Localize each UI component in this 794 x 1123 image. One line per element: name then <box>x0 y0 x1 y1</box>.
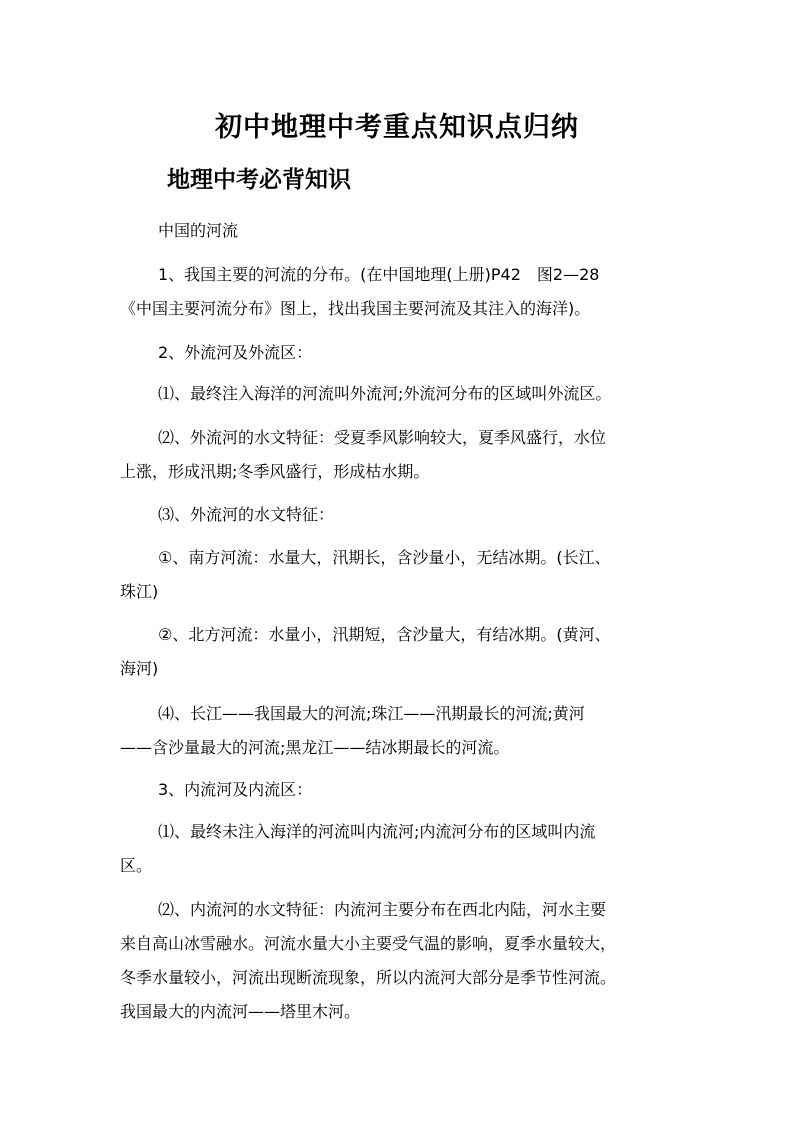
paragraph-line: 区。 <box>120 856 153 875</box>
document-title: 初中地理中考重点知识点归纳 <box>215 112 579 143</box>
paragraph <box>120 773 680 807</box>
paragraph <box>120 498 680 532</box>
paragraph-line: 我国最大的内流河——塔里木河。 <box>120 1002 361 1021</box>
paragraph-line: ②、北方河流：水量小，汛期短，含沙量大，有结冰期。(黄河、 <box>158 625 611 644</box>
paragraph <box>120 421 680 489</box>
paragraph <box>120 377 680 411</box>
paragraph <box>120 336 680 370</box>
paragraph <box>120 697 680 765</box>
paragraph <box>120 214 680 248</box>
paragraph-line: 上涨，形成汛期;冬季风盛行，形成枯水期。 <box>120 462 430 481</box>
paragraph-line: ①、南方河流：水量大，汛期长，含沙量小，无结冰期。(长江、 <box>158 548 611 567</box>
paragraph-line: 珠江) <box>120 582 159 601</box>
paragraph <box>120 541 680 609</box>
paragraph <box>120 258 680 326</box>
paragraph-line: 2、外流河及外流区： <box>158 343 313 362</box>
paragraph-line: ——含沙量最大的河流;黑龙江——结冰期最长的河流。 <box>120 738 510 757</box>
paragraph-line: ⑶、外流河的水文特征： <box>158 505 335 524</box>
paragraph-line: 来自高山冰雪融水。河流水量大小主要受气温的影响，夏季水量较大， <box>120 934 617 953</box>
paragraph-line: ⑵、内流河的水文特征：内流河主要分布在西北内陆，河水主要 <box>158 900 607 919</box>
paragraph-line: ⑴、最终未注入海洋的河流叫内流河;内流河分布的区域叫内流 <box>158 822 596 841</box>
paragraph-line: ⑷、长江——我国最大的河流;珠江——汛期最长的河流;黄河 <box>158 704 585 723</box>
paragraph <box>120 618 680 686</box>
paragraph-line: ⑵、外流河的水文特征：受夏季风影响较大，夏季风盛行，水位 <box>158 428 607 447</box>
paragraph <box>120 893 680 1029</box>
paragraph-line: 3、内流河及内流区： <box>158 780 313 799</box>
document-subtitle: 地理中考必背知识 <box>167 166 351 193</box>
paragraph-line: 海河) <box>120 659 159 678</box>
paragraph-line: 中国的河流 <box>158 221 239 240</box>
paragraph-line: 1、我国主要的河流的分布。(在中国地理(上册)P42 图2—28 <box>158 265 600 284</box>
paragraph-line: ⑴、最终注入海洋的河流叫外流河;外流河分布的区域叫外流区。 <box>158 384 612 403</box>
paragraph-line: 冬季水量较小，河流出现断流现象，所以内流河大部分是季节性河流。 <box>120 968 617 987</box>
paragraph <box>120 815 680 883</box>
paragraph-line: 《中国主要河流分布》图上，找出我国主要河流及其注入的海洋)。 <box>120 299 591 318</box>
